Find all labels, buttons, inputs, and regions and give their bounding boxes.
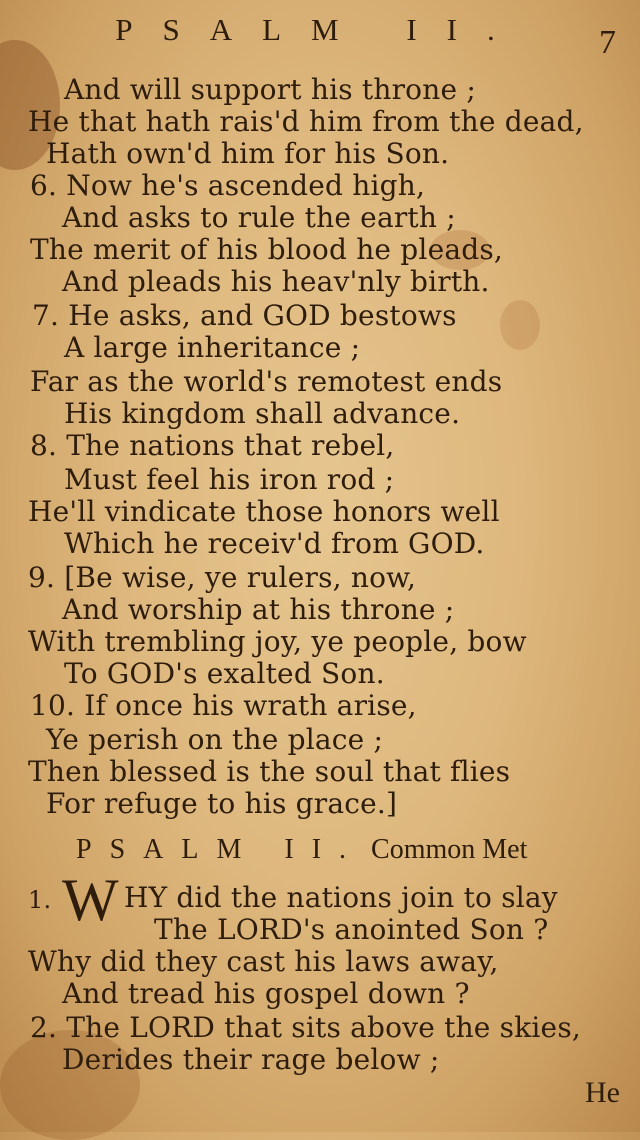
drop-cap: W xyxy=(62,867,119,933)
verse-line: And pleads his heav'nly birth. xyxy=(62,265,490,298)
verse-line: 9. [Be wise, ye rulers, now, xyxy=(28,561,417,594)
verse-line: And tread his gospel down ? xyxy=(62,977,470,1010)
verse-line: He that hath rais'd him from the dead, xyxy=(28,105,584,138)
verse-line: 10. If once his wrath arise, xyxy=(30,689,417,722)
verse-line: The merit of his blood he pleads, xyxy=(30,233,504,266)
verse-line: And will support his throne ; xyxy=(64,73,476,106)
page-number: 7 xyxy=(599,24,616,61)
verse-line: For refuge to his grace.] xyxy=(46,787,398,820)
verse-number: 1. xyxy=(28,886,52,914)
verse-line: And worship at his throne ; xyxy=(62,593,455,626)
verse-line: To GOD's exalted Son. xyxy=(64,657,385,690)
verse-line: Far as the world's remotest ends xyxy=(30,365,503,398)
verse-line: The LORD's anointed Son ? xyxy=(154,913,549,946)
verse-line: He'll vindicate those honors well xyxy=(28,495,500,528)
verse-line: Derides their rage below ; xyxy=(62,1043,440,1076)
verse-line: Then blessed is the soul that flies xyxy=(28,755,511,788)
verse-line: 8. The nations that rebel, xyxy=(30,429,395,462)
verse-line: HY did the nations join to slay xyxy=(124,881,558,914)
verse-line: Which he receiv'd from GOD. xyxy=(64,527,485,560)
ink-stain xyxy=(500,300,540,350)
verse-line: 6. Now he's ascended high, xyxy=(30,169,426,202)
psalm-heading-meter: Common Met xyxy=(371,834,528,865)
verse-line: Why did they cast his laws away, xyxy=(28,945,499,978)
psalm-heading xyxy=(76,834,527,866)
verse-line: 2. The LORD that sits above the skies, xyxy=(30,1011,582,1044)
verse-line: Hath own'd him for his Son. xyxy=(46,137,450,170)
verse-line: Ye perish on the place ; xyxy=(46,723,384,756)
psalm-heading-title: PSALM II. xyxy=(76,834,365,865)
verse-line: And asks to rule the earth ; xyxy=(62,201,456,234)
catchword: He xyxy=(585,1076,620,1109)
verse-line: With trembling joy, ye people, bow xyxy=(28,625,527,658)
verse-line: A large inheritance ; xyxy=(64,331,361,364)
verse-line: Must feel his iron rod ; xyxy=(64,463,395,496)
verse-line: His kingdom shall advance. xyxy=(64,397,461,430)
verse-line: 7. He asks, and GOD bestows xyxy=(32,299,457,332)
running-title: PSALM II. xyxy=(115,12,525,47)
